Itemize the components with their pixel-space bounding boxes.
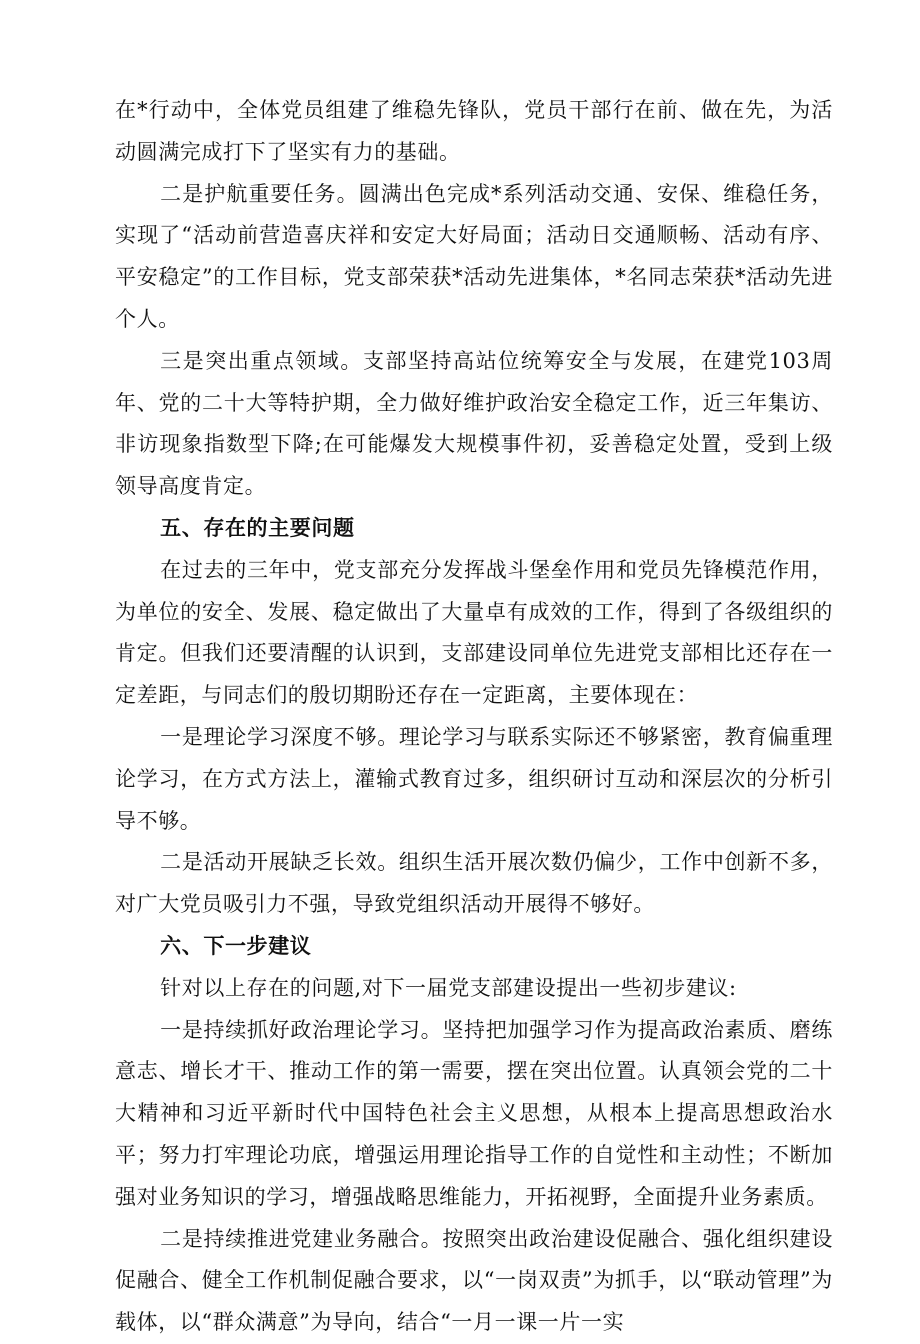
section-heading-problems: 五、存在的主要问题 [160,515,355,540]
paragraph-problem-activities: 二是活动开展缺乏长效。组织生活开展次数仍偏少，工作中创新不多，对广大党员吸引力不强，导致党组织活动开展得不够好。 [115,850,833,917]
paragraph-continuation: 在*行动中，全体党员组建了维稳先锋队，党员干部行在前、做在先，为活动圆满完成打下了坚实有力的基础。 [115,98,833,164]
paragraph-suggestions-intro: 针对以上存在的问题,对下一届党支部建设提出一些初步建议: [160,975,737,1000]
paragraph-problems-intro: 在过去的三年中，党支部充分发挥战斗堡垒作用和党员先锋模范作用，为单位的安全、发展、稳定做出了大量卓有成效的工作，得到了各级组织的肯定。但我们还要清醒的认识到，支部建设同单位先进党支部相比还存在一定差距，与同志们的殷切期盼还存在一定距离，主要体现在： [115,557,833,708]
document-page [115,90,833,1344]
section-heading-suggestions: 六、下一步建议 [160,933,312,958]
paragraph-suggestion-study: 一是持续抓好政治理论学习。坚持把加强学习作为提高政治素质、磨练意志、增长才干、推动工作的第一需要，摆在突出位置。认真领会党的二十大精神和习近平新时代中国特色社会主义思想，从根本上提高思想政治水平；努力打牢理论功底，增强运用理论指导工作的自觉性和主动性；不断加强对业务知识的学习，增强战略思维能力，开拓视野，全面提升业务素质。 [115,1017,833,1209]
paragraph-problem-theory: 一是理论学习深度不够。理论学习与联系实际还不够紧密，教育偏重理论学习，在方式方法上，灌输式教育过多，组织研讨互动和深层次的分析引导不够。 [115,724,833,833]
paragraph-suggestion-integration: 二是持续推进党建业务融合。按照突出政治建设促融合、强化组织建设促融合、健全工作机制促融合要求，以“一岗双责”为抓手，以“联动管理”为载体，以“群众满意”为导向，结合“一月一课一片一实 [115,1226,833,1335]
paragraph-key-areas: 三是突出重点领域。支部坚持高站位统筹安全与发展，在建党103周年、党的二十大等特护期，全力做好维护政治安全稳定工作，近三年集访、非访现象指数型下降;在可能爆发大规模事件初，妥善稳定处置，受到上级领导高度肯定。 [115,348,833,499]
paragraph-escort-tasks: 二是护航重要任务。圆满出色完成*系列活动交通、安保、维稳任务，实现了“活动前营造喜庆祥和安定大好局面；活动日交通顺畅、活动有序、平安稳定”的工作目标，党支部荣获*活动先进集体，*名同志荣获*活动先进个人。 [115,181,833,331]
